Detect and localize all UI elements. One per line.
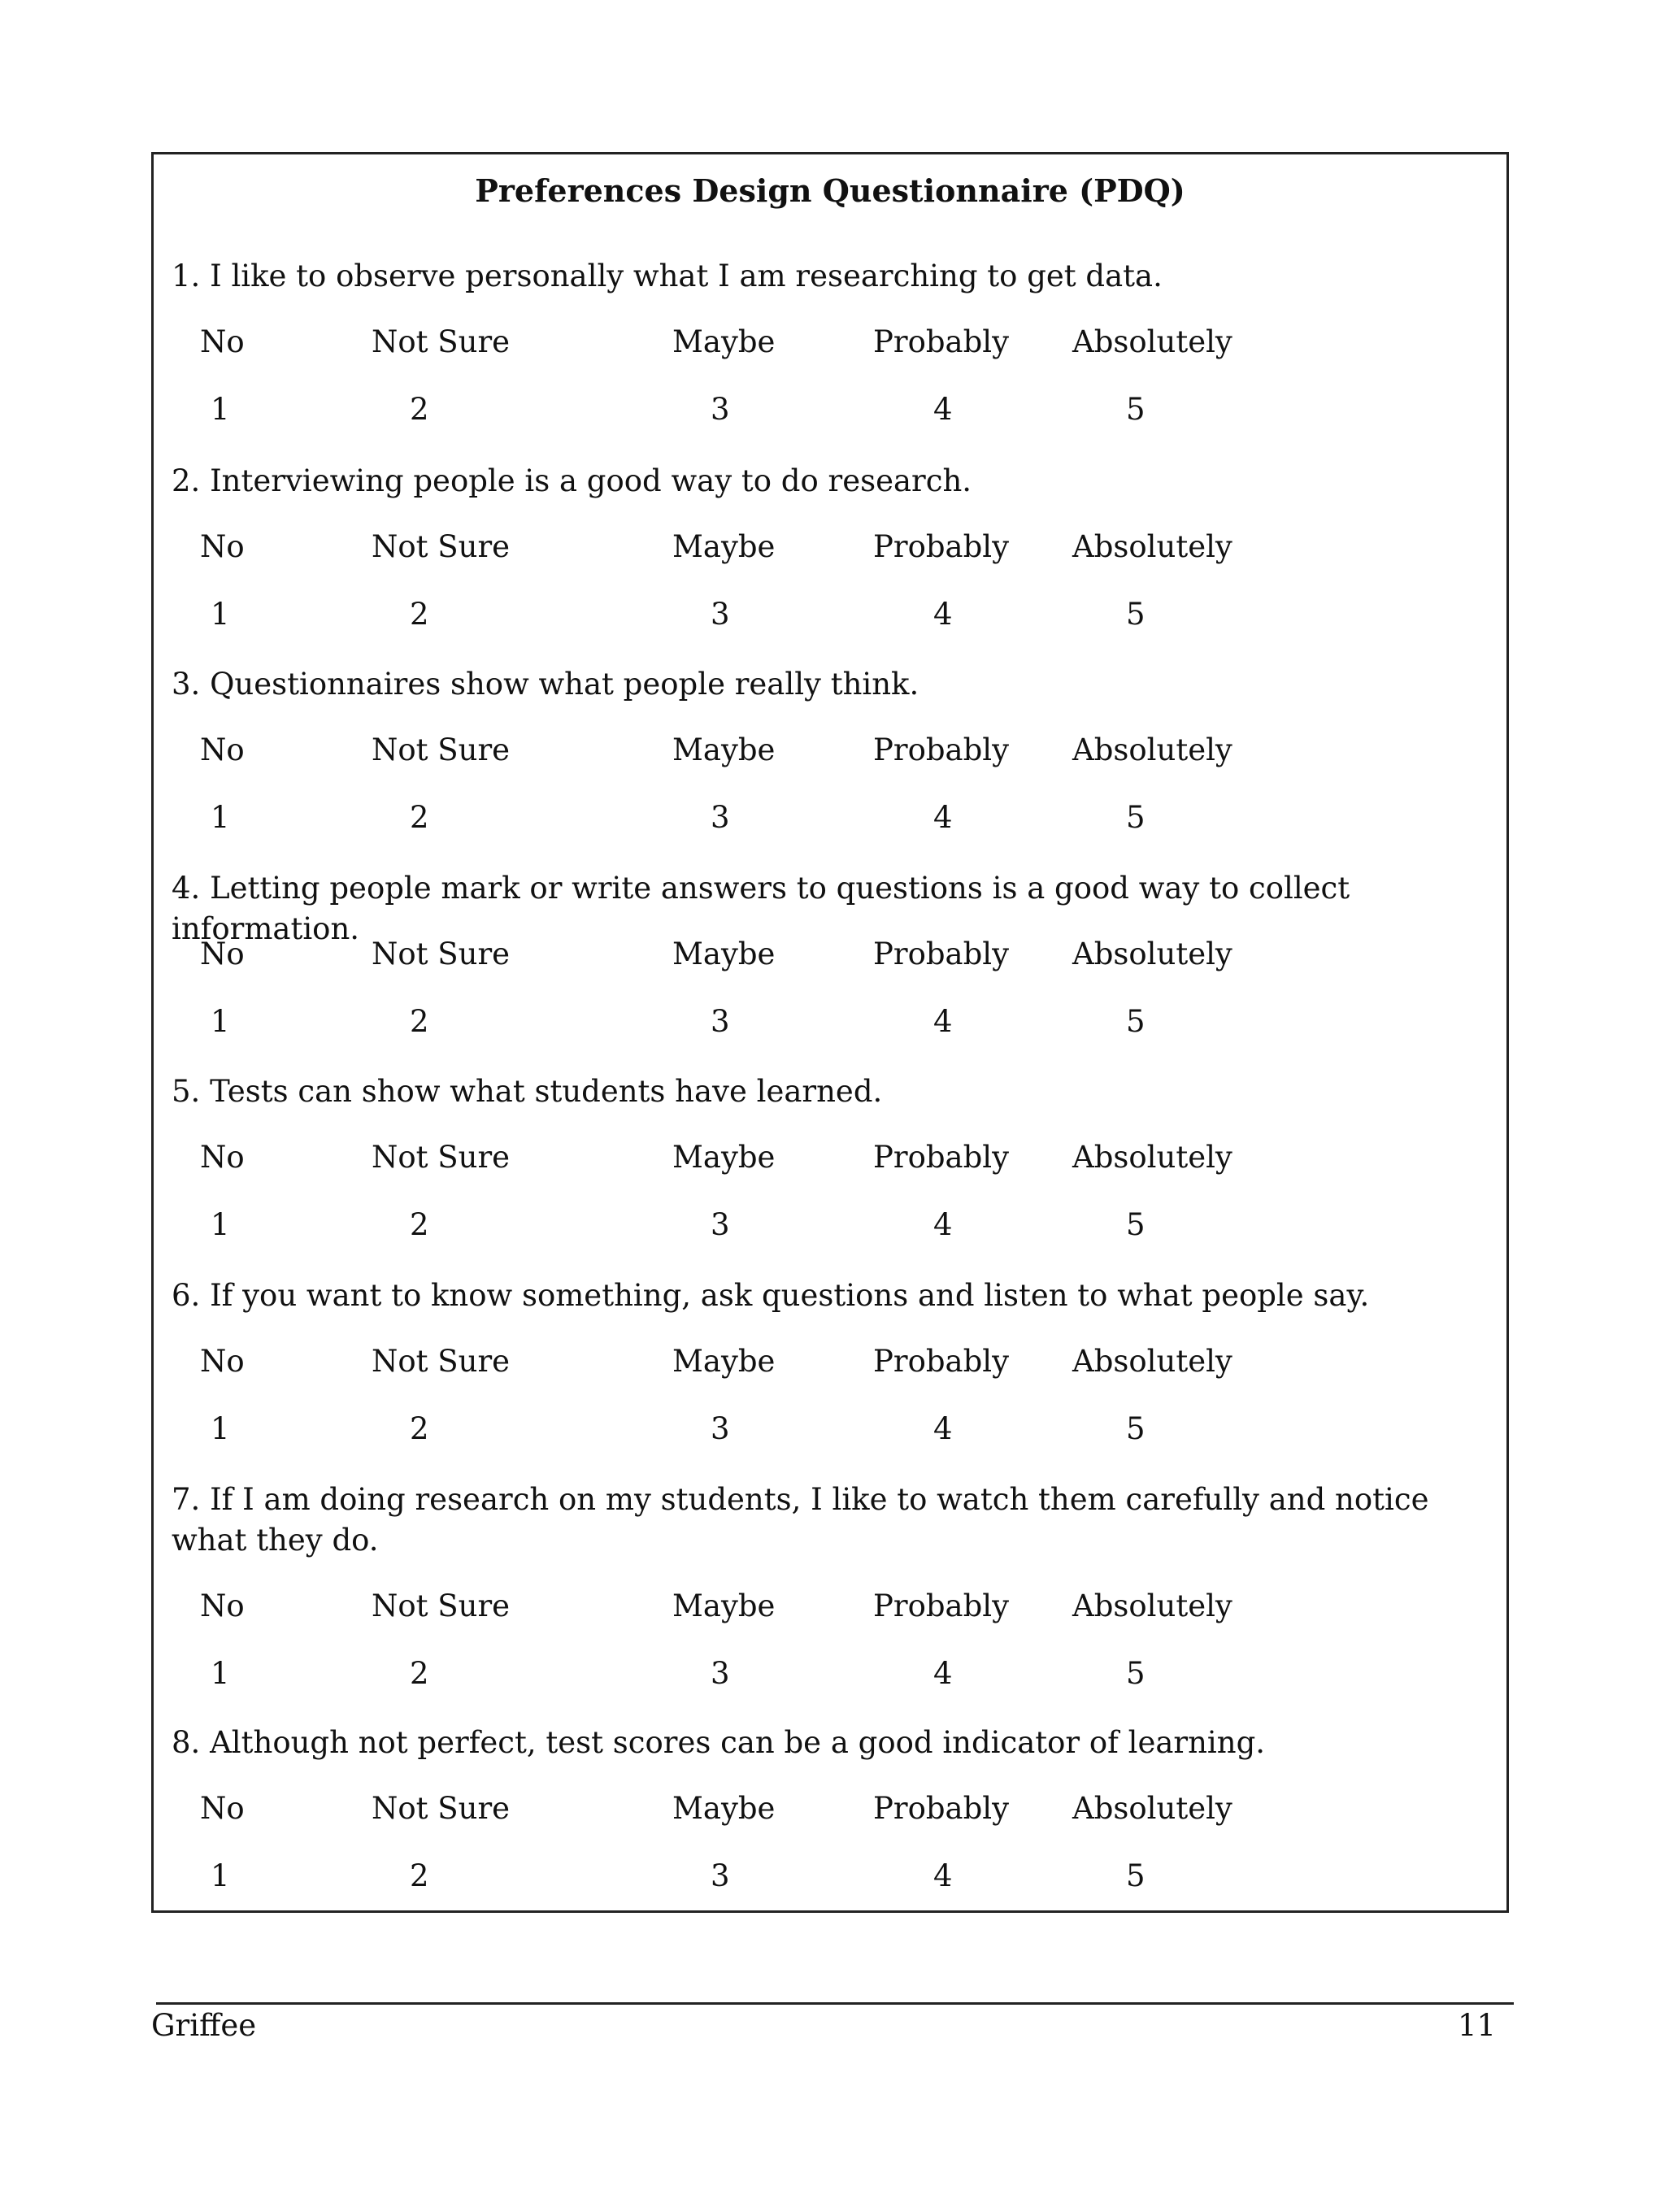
scale-labels [154, 324, 1454, 365]
scale-label: Not Sure [372, 732, 511, 767]
scale-labels [154, 937, 1454, 977]
scale-numbers [154, 800, 1454, 841]
scale-label: Absolutely [1072, 1344, 1232, 1379]
scale-label: Absolutely [1072, 732, 1232, 767]
scale-number-option[interactable]: 4 [933, 1207, 953, 1242]
scale-numbers [154, 1004, 1454, 1045]
scale-label: Maybe [672, 529, 776, 564]
scale-label: No [200, 937, 245, 971]
scale-label: No [200, 732, 245, 767]
scale-label: Maybe [672, 1344, 776, 1379]
scale-number-option[interactable]: 2 [410, 1858, 429, 1893]
question-text: 6. If you want to know something, ask questions and listen to what people say. [172, 1278, 1370, 1313]
scale-labels [154, 1791, 1454, 1832]
scale-label: Maybe [672, 1791, 776, 1826]
page-number: 11 [1458, 2008, 1497, 2043]
scale-number-option[interactable]: 5 [1126, 1858, 1146, 1893]
question-text: 3. Questionnaires show what people really think. [172, 667, 919, 702]
scale-number-option[interactable]: 1 [211, 1656, 230, 1691]
scale-label: Maybe [672, 1140, 776, 1175]
scale-number-option[interactable]: 1 [211, 1411, 230, 1446]
scale-label: Probably [873, 1791, 1010, 1826]
question-text: 1. I like to observe personally what I am researching to get data. [172, 259, 1163, 293]
scale-numbers [154, 1207, 1454, 1248]
footer-author: Griffee [151, 2008, 257, 2043]
scale-label: Probably [873, 732, 1010, 767]
scale-number-option[interactable]: 4 [933, 597, 953, 632]
question-text: 4. Letting people mark or write answers to questions is a good way to collect information. [172, 871, 1350, 946]
scale-numbers [154, 392, 1454, 432]
scale-number-option[interactable]: 5 [1126, 597, 1146, 632]
scale-label: No [200, 1588, 245, 1623]
scale-labels [154, 732, 1454, 773]
scale-numbers [154, 1656, 1454, 1697]
questionnaire-box [151, 152, 1509, 1913]
scale-number-option[interactable]: 3 [711, 800, 730, 835]
scale-label: No [200, 1791, 245, 1826]
scale-number-option[interactable]: 2 [410, 800, 429, 835]
scale-numbers [154, 1411, 1454, 1452]
scale-label: Not Sure [372, 1791, 511, 1826]
scale-number-option[interactable]: 2 [410, 1656, 429, 1691]
scale-number-option[interactable]: 2 [410, 1004, 429, 1039]
scale-label: Not Sure [372, 1344, 511, 1379]
scale-number-option[interactable]: 1 [211, 800, 230, 835]
scale-number-option[interactable]: 3 [711, 1207, 730, 1242]
scale-number-option[interactable]: 1 [211, 597, 230, 632]
scale-number-option[interactable]: 3 [711, 1656, 730, 1691]
scale-label: Maybe [672, 1588, 776, 1623]
question-text: 8. Although not perfect, test scores can be a good indicator of learning. [172, 1725, 1266, 1760]
scale-label: Probably [873, 937, 1010, 971]
scale-labels [154, 1344, 1454, 1384]
scale-label: Maybe [672, 324, 776, 359]
scale-label: Probably [873, 1140, 1010, 1175]
scale-label: Absolutely [1072, 529, 1232, 564]
scale-number-option[interactable]: 2 [410, 597, 429, 632]
scale-label: Probably [873, 529, 1010, 564]
scale-number-option[interactable]: 1 [211, 1004, 230, 1039]
scale-number-option[interactable]: 3 [711, 1858, 730, 1893]
scale-label: Not Sure [372, 324, 511, 359]
scale-label: Not Sure [372, 1588, 511, 1623]
question-text: 7. If I am doing research on my students, I like to watch them carefully and notice what they do. [172, 1482, 1429, 1558]
scale-label: Absolutely [1072, 1588, 1232, 1623]
scale-number-option[interactable]: 5 [1126, 1411, 1146, 1446]
scale-number-option[interactable]: 3 [711, 392, 730, 427]
scale-number-option[interactable]: 4 [933, 392, 953, 427]
scale-number-option[interactable]: 5 [1126, 392, 1146, 427]
scale-numbers [154, 1858, 1454, 1899]
scale-number-option[interactable]: 4 [933, 1656, 953, 1691]
questionnaire-title: Preferences Design Questionnaire (PDQ) [475, 172, 1185, 209]
scale-number-option[interactable]: 1 [211, 1858, 230, 1893]
scale-label: Absolutely [1072, 1140, 1232, 1175]
scale-number-option[interactable]: 2 [410, 1207, 429, 1242]
scale-number-option[interactable]: 4 [933, 1004, 953, 1039]
scale-label: Maybe [672, 937, 776, 971]
scale-label: No [200, 324, 245, 359]
scale-number-option[interactable]: 5 [1126, 1004, 1146, 1039]
footer-divider [156, 2002, 1514, 2005]
scale-label: No [200, 1140, 245, 1175]
scale-label: Maybe [672, 732, 776, 767]
scale-label: Absolutely [1072, 937, 1232, 971]
scale-labels [154, 529, 1454, 570]
scale-label: Probably [873, 1588, 1010, 1623]
scale-number-option[interactable]: 3 [711, 597, 730, 632]
scale-number-option[interactable]: 3 [711, 1411, 730, 1446]
scale-number-option[interactable]: 3 [711, 1004, 730, 1039]
scale-label: Not Sure [372, 529, 511, 564]
scale-number-option[interactable]: 5 [1126, 1656, 1146, 1691]
question-text: 2. Interviewing people is a good way to do research. [172, 463, 972, 498]
scale-labels [154, 1140, 1454, 1180]
scale-number-option[interactable]: 4 [933, 800, 953, 835]
scale-number-option[interactable]: 5 [1126, 1207, 1146, 1242]
scale-numbers [154, 597, 1454, 637]
scale-label: Probably [873, 1344, 1010, 1379]
scale-labels [154, 1588, 1454, 1629]
scale-number-option[interactable]: 1 [211, 1207, 230, 1242]
scale-label: Probably [873, 324, 1010, 359]
scale-number-option[interactable]: 5 [1126, 800, 1146, 835]
scale-number-option[interactable]: 2 [410, 1411, 429, 1446]
scale-label: Absolutely [1072, 324, 1232, 359]
scale-label: No [200, 529, 245, 564]
scale-number-option[interactable]: 4 [933, 1858, 953, 1893]
question-text: 5. Tests can show what students have learned. [172, 1074, 883, 1109]
scale-label: No [200, 1344, 245, 1379]
scale-number-option[interactable]: 4 [933, 1411, 953, 1446]
scale-label: Absolutely [1072, 1791, 1232, 1826]
scale-label: Not Sure [372, 937, 511, 971]
scale-number-option[interactable]: 2 [410, 392, 429, 427]
scale-number-option[interactable]: 1 [211, 392, 230, 427]
scale-label: Not Sure [372, 1140, 511, 1175]
